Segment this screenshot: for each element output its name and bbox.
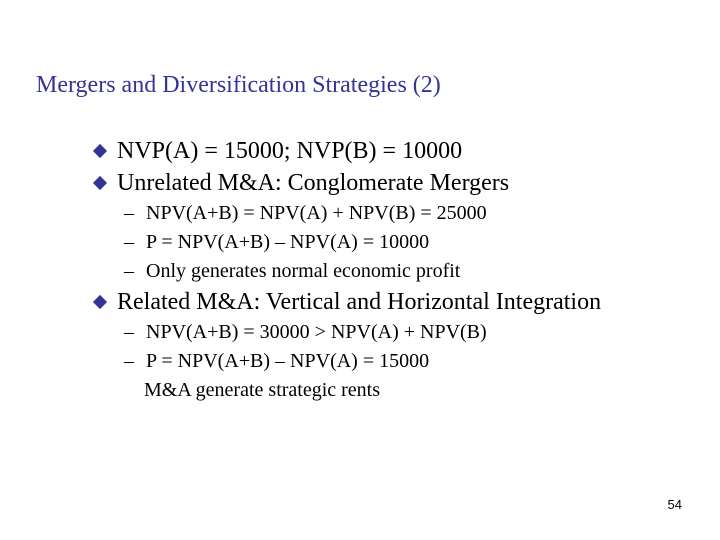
diamond-bullet-icon: [93, 176, 107, 190]
dash-marker: –: [124, 230, 134, 253]
diamond-bullet-icon: [93, 295, 107, 309]
bullet-text: Unrelated M&A: Conglomerate Mergers: [117, 169, 510, 196]
slide-title: Mergers and Diversification Strategies (2): [36, 72, 441, 98]
diamond-bullet-icon: [93, 144, 107, 158]
bullet-item-related: [91, 285, 601, 319]
bullet-text: NVP(A) = 15000; NVP(B) = 10000: [117, 137, 463, 164]
sub-item: [124, 318, 487, 346]
sub-item-text: NPV(A+B) = 30000 > NPV(A) + NPV(B): [146, 320, 487, 343]
sub-item: [124, 228, 429, 256]
dash-marker: –: [124, 349, 134, 372]
sub-item-text: P = NPV(A+B) – NPV(A) = 10000: [146, 230, 430, 253]
bullet-text: Related M&A: Vertical and Horizontal Integration: [117, 288, 602, 315]
related-note: M&A generate strategic rents: [144, 378, 381, 401]
sub-item: [124, 347, 429, 375]
sub-item-text: Only generates normal economic profit: [146, 259, 461, 282]
bullet-item-unrelated: [91, 166, 509, 200]
sub-item: [124, 199, 487, 227]
dash-marker: –: [124, 320, 134, 343]
page-number: 54: [667, 497, 682, 512]
dash-marker: –: [124, 259, 134, 282]
sub-item-text: NPV(A+B) = NPV(A) + NPV(B) = 25000: [146, 201, 487, 224]
sub-item-text: P = NPV(A+B) – NPV(A) = 15000: [146, 349, 430, 372]
sub-item: [124, 257, 460, 285]
dash-marker: –: [124, 201, 134, 224]
bullet-item-nvp: [91, 134, 462, 168]
